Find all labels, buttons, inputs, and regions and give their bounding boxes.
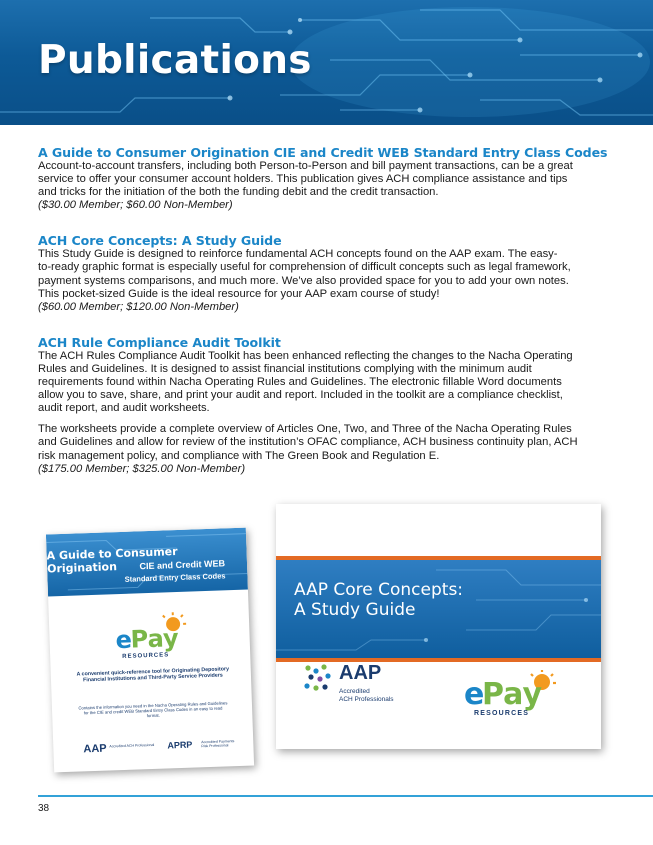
publication-title: ACH Core Concepts: A Study Guide <box>38 233 282 249</box>
page-number: 38 <box>38 803 50 814</box>
cover-footer-badges <box>83 738 233 759</box>
publication-line: This pocket-sized Guide is the ideal resource for your AAP exam course of study! <box>38 287 440 300</box>
cover-small-text: Contains the information you need in the Nacha Operating Rules and Guidelines for the CIE and credit WEB Standard Entry Class Codes in an easy to read format. <box>78 700 228 719</box>
publication-title: ACH Rule Compliance Audit Toolkit <box>38 334 281 350</box>
epay-logo-mark <box>113 611 195 664</box>
aap-logo-text: AAP <box>339 662 382 684</box>
footer-divider <box>38 795 653 797</box>
aap-badge-sub: Accredited ACH Professional <box>109 742 155 749</box>
aap-logo-sub-line: ACH Professionals <box>339 695 394 703</box>
cover-title-line: AAP Core Concepts: <box>294 580 464 600</box>
publication-line: The worksheets provide a complete overview of Articles One, Two, and Three of the Nacha Operating Rules <box>38 423 572 436</box>
publication-line: payment systems comparisons, and much more. We’ve also provided space for you to add your own notes. <box>38 274 569 287</box>
publications-list <box>38 145 618 497</box>
aap-logo-sub <box>339 688 394 703</box>
page-title: Publications <box>38 38 312 83</box>
publication-title: A Guide to Consumer Origination CIE and Credit WEB Standard Entry Class Codes <box>38 145 608 160</box>
publication-line: and Guidelines and allow for review of the institution’s OFAC compliance, ACH business continuity plan, ACH <box>38 436 578 449</box>
aap-badge: AAP <box>83 742 107 756</box>
publication-line: The ACH Rules Compliance Audit Toolkit has been enhanced reflecting the changes to the Nacha Operating <box>38 349 573 362</box>
epay-pay: Pay <box>482 677 543 712</box>
publication-item <box>38 233 618 313</box>
study-guide-cover-image <box>276 504 601 749</box>
publication-line: to-ready graphic format is especially useful for comprehension of difficult concepts such as legal framework, <box>38 261 571 274</box>
aap-dots-icon <box>302 662 336 696</box>
publication-price: ($60.00 Member; $120.00 Non-Member) <box>38 300 239 313</box>
guide-cover-image <box>46 528 254 773</box>
epay-pay: Pay <box>130 624 180 654</box>
publication-line: requirements found within Nacha Operating Rules and Guidelines. The electronic fillable Word documents <box>38 376 562 389</box>
header-banner <box>0 0 653 125</box>
publication-line: audit report, and audit worksheets. <box>38 402 210 415</box>
epay-resources: RESOURCES <box>122 652 170 660</box>
cover-title-line: A Guide to Consumer Origination <box>46 544 178 576</box>
publication-line: risk management policy, and compliance with The Green Book and Regulation E. <box>38 449 440 462</box>
aprp-badge: APRP <box>167 739 193 751</box>
publication-price: ($175.00 Member; $325.00 Non-Member) <box>38 462 246 475</box>
cover-title <box>294 580 463 620</box>
publication-item <box>38 335 618 476</box>
cover-title-line: CIE and Credit WEB <box>139 558 226 572</box>
publication-item <box>38 145 618 212</box>
publication-line: service to offer your consumer account holders. This publication gives ACH compliance assistance and tips <box>38 173 568 186</box>
aap-logo-sub-line: Accredited <box>339 688 370 695</box>
epay-e: e <box>464 677 485 712</box>
epay-e: e <box>115 625 133 655</box>
aprp-badge-sub: Accredited Payments Risk Professional <box>201 739 235 749</box>
aap-logo <box>302 662 422 702</box>
publication-line: Account-to-account transfers, including both Person-to-Person and bill payment transactions, can be a great <box>38 160 573 172</box>
cover-title-band <box>276 556 601 662</box>
publication-line: This Study Guide is designed to reinforce fundamental ACH concepts found on the AAP exam. The easy- <box>38 248 558 261</box>
epay-logo <box>464 670 564 725</box>
publication-price: ($30.00 Member; $60.00 Non-Member) <box>38 199 233 212</box>
cover-title-line: Standard Entry Class Codes <box>124 571 226 584</box>
cover-header <box>46 528 248 597</box>
epay-resources: RESOURCES <box>474 710 530 717</box>
cover-title-line: A Study Guide <box>294 600 416 620</box>
cover-description: A convenient quick-reference tool for Originating Depository Financial Institutions and Third-Party Service Providers <box>76 666 230 684</box>
publication-line: allow you to save, share, and print your audit and report. Included in the toolkit are a compliance checklist, <box>38 389 563 402</box>
publication-line: and tricks for the initiation of the both the funding debit and the credit transaction. <box>38 186 439 199</box>
epay-logo <box>113 611 195 669</box>
publication-line: Rules and Guidelines. It is designed to assist financial institutions complying with the minimum audit <box>38 362 532 375</box>
epay-logo-mark <box>464 670 564 720</box>
